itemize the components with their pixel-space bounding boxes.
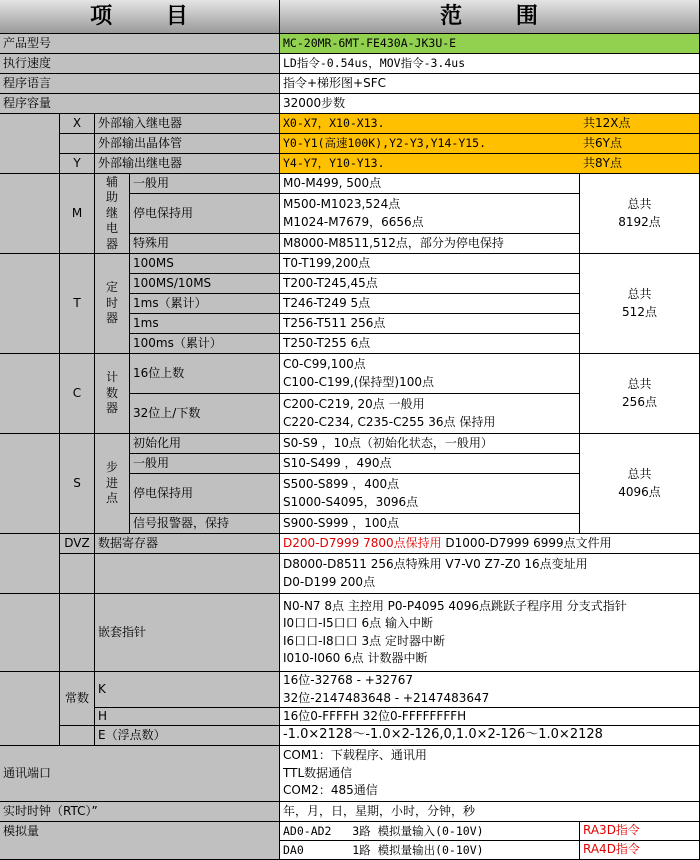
analog-da-cmd: RA4D指令 [580, 841, 700, 860]
xt-range: Y0-Y1(高速100K),Y2-Y3,Y14-Y15. [280, 134, 580, 154]
header-range: 范 围 [280, 0, 700, 34]
y-total: 共8Y点 [580, 154, 700, 174]
const-h-code: H [95, 708, 280, 726]
s-item-name: 初始化用 [130, 434, 280, 454]
s-group: 步 进 点 [95, 434, 130, 534]
dvz-range-2: D8000-D8511 256点特殊用 V7-V0 Z7-Z0 16点变址用 D0-D199 200点 [280, 554, 700, 594]
t-total: 总共 512点 [580, 254, 700, 354]
c-group: 计 数 器 [95, 354, 130, 434]
io-spacer [0, 114, 60, 174]
const-e-range: -1.0×2128～-1.0×2-126,0,1.0×2-126～1.0×2128 [280, 726, 700, 746]
nest-name: 嵌套指针 [95, 594, 280, 672]
x-range: X0-X7，X10-X13. [280, 114, 580, 134]
model-label: 产品型号 [0, 34, 280, 54]
t-item-name: 1ms（累计） [130, 294, 280, 314]
m-total: 总共 8192点 [580, 174, 700, 254]
x-name: 外部输入继电器 [95, 114, 280, 134]
analog-ad-cmd: RA3D指令 [580, 822, 700, 841]
t-item-name: 1ms [130, 314, 280, 334]
t-code: T [60, 254, 95, 354]
rtc-label: 实时时钟（RTC）” [0, 802, 280, 822]
c-code: C [60, 354, 95, 434]
dvz-range [280, 534, 700, 554]
s-item-range: S10-S499 ，490点 [280, 454, 580, 474]
s-item-range: S900-S999 ，100点 [280, 514, 580, 534]
const-e-code: E（浮点数） [95, 726, 280, 746]
t-item-name: 100ms（累计） [130, 334, 280, 354]
dvz-range-file: D1000-D7999 6999点文件用 [441, 535, 612, 550]
dvz-range-hold: D200-D7999 7800点保持用 [283, 535, 442, 550]
c-item-name: 32位上/下数 [130, 394, 280, 434]
y-range: Y4-Y7，Y10-Y13. [280, 154, 580, 174]
c-item-range: C0-C99,100点 C100-C199,(保持型)100点 [280, 354, 580, 394]
m-group: 辅 助 继 电 器 [95, 174, 130, 254]
t-spacer [0, 254, 60, 354]
m-spacer [0, 174, 60, 254]
m-item-range: M0-M499, 500点 [280, 174, 580, 194]
c-spacer [0, 354, 60, 434]
t-item-range: T200-T245,45点 [280, 274, 580, 294]
speed-value: LD指令-0.54us，MOV指令-3.4us [280, 54, 700, 74]
speed-label: 执行速度 [0, 54, 280, 74]
cap-label: 程序容量 [0, 94, 280, 114]
lang-value: 指令+梯形图+SFC [280, 74, 700, 94]
s-item-range: S500-S899 ，400点 S1000-S4095，3096点 [280, 474, 580, 514]
const-label: 常数 [60, 672, 95, 726]
s-item-name: 信号报警器，保持 [130, 514, 280, 534]
const-e-blank [60, 726, 95, 746]
t-item-name: 100MS/10MS [130, 274, 280, 294]
m-item-name: 特殊用 [130, 234, 280, 254]
s-code: S [60, 434, 95, 534]
m-item-range: M8000-M8511,512点，部分为停电保持 [280, 234, 580, 254]
t-item-range: T250-T255 6点 [280, 334, 580, 354]
x-code: X [60, 114, 95, 134]
nest-range: N0-N7 8点 主控用 P0-P4095 4096点跳跃子程序用 分支式指针 I0口口-I5口口 6点 输入中断 I6口口-I8口口 3点 定时器中断 I010-I060 6点 计数器中断 [280, 594, 700, 672]
m-item-name: 停电保持用 [130, 194, 280, 234]
s-item-name: 一般用 [130, 454, 280, 474]
const-spacer [0, 672, 60, 746]
model-value: MC-20MR-6MT-FE430A-JK3U-E [280, 34, 700, 54]
s-item-name: 停电保持用 [130, 474, 280, 514]
m-item-range: M500-M1023,524点 M1024-M7679，6656点 [280, 194, 580, 234]
c-item-range: C200-C219, 20点 一般用 C220-C234, C235-C255 36点 保持用 [280, 394, 580, 434]
s-total: 总共 4096点 [580, 434, 700, 534]
analog-ad: AD0-AD2 3路 模拟量输入(0-10V) [280, 822, 580, 841]
dvz-name: 数据寄存器 [95, 534, 280, 554]
const-k-range: 16位-32768 - +32767 32位-2147483648 - +2147483647 [280, 672, 700, 708]
x-total: 共12X点 [580, 114, 700, 134]
const-h-range: 16位0-FFFFH 32位0-FFFFFFFFH [280, 708, 700, 726]
analog-label: 模拟量 [0, 822, 280, 860]
dvz-code: DVZ [60, 534, 95, 554]
m-code: M [60, 174, 95, 254]
nest-code-blank [60, 594, 95, 672]
xt-code-blank [60, 134, 95, 154]
xt-name: 外部输出晶体管 [95, 134, 280, 154]
const-k-code: K [95, 672, 280, 708]
comm-range: COM1：下载程序、通讯用 TTL数据通信 COM2：485通信 [280, 746, 700, 802]
analog-da: DA0 1路 模拟量输出(0-10V) [280, 841, 580, 860]
t-item-range: T0-T199,200点 [280, 254, 580, 274]
cap-value: 32000步数 [280, 94, 700, 114]
y-code: Y [60, 154, 95, 174]
nest-spacer [0, 594, 60, 672]
y-name: 外部输出继电器 [95, 154, 280, 174]
dvz-name-blank [95, 554, 280, 594]
t-group: 定 时 器 [95, 254, 130, 354]
t-item-name: 100MS [130, 254, 280, 274]
xt-total: 共6Y点 [580, 134, 700, 154]
dvz-spacer [0, 534, 60, 594]
t-item-range: T256-T511 256点 [280, 314, 580, 334]
m-item-name: 一般用 [130, 174, 280, 194]
dvz-code-blank [60, 554, 95, 594]
comm-label: 通讯端口 [0, 746, 280, 802]
t-item-range: T246-T249 5点 [280, 294, 580, 314]
s-spacer [0, 434, 60, 534]
rtc-range: 年，月，日，星期，小时，分钟，秒 [280, 802, 700, 822]
c-item-name: 16位上数 [130, 354, 280, 394]
lang-label: 程序语言 [0, 74, 280, 94]
header-item: 项 目 [0, 0, 280, 34]
c-total: 总共 256点 [580, 354, 700, 434]
s-item-range: S0-S9 ，10点（初始化状态，一般用） [280, 434, 580, 454]
